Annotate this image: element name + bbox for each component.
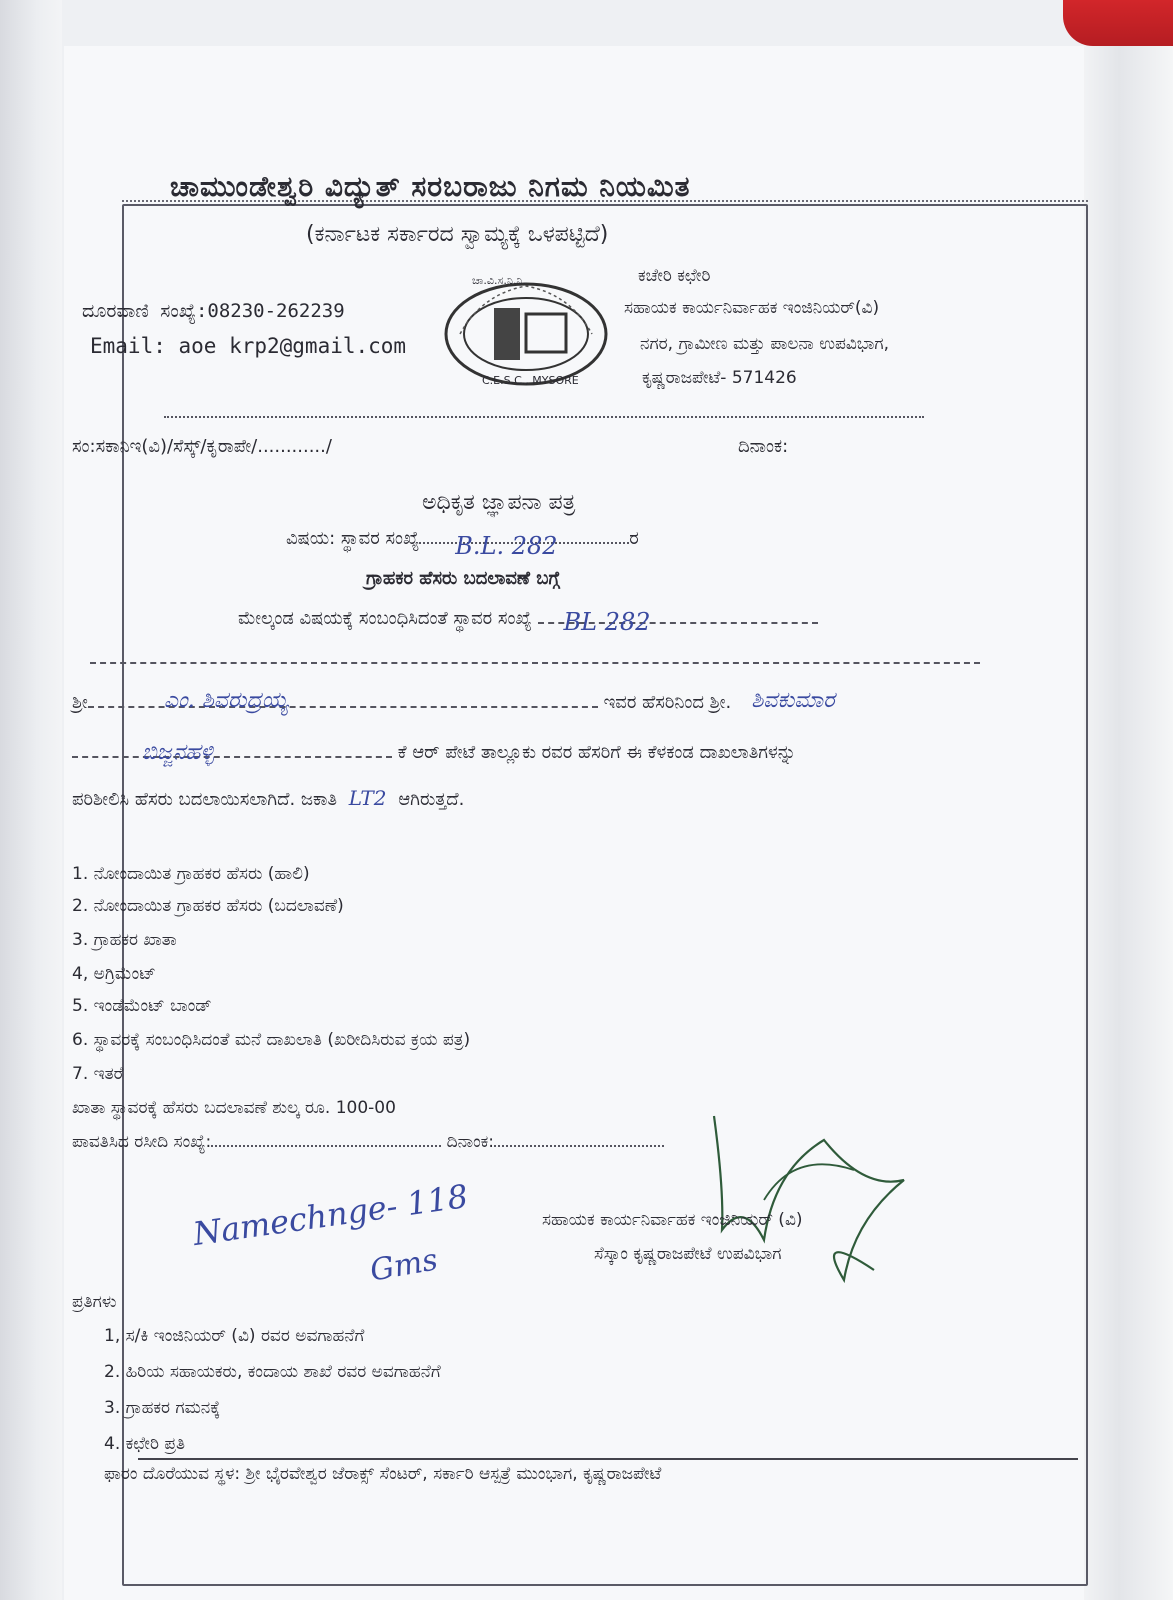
handwritten-note-line-2: Gms — [367, 1242, 441, 1289]
doc-item-3: 3. ಗ್ರಾಹಕರ ಖಾತಾ — [72, 930, 177, 950]
office-line-3: ನಗರ, ಗ್ರಾಮೀಣ ಮತ್ತು ಪಾಲನಾ ಉಪವಿಭಾಗ, — [640, 334, 890, 354]
copy-item-2: 2. ಹಿರಿಯ ಸಹಾಯಕರು, ಕಂದಾಯ ಶಾಖೆ ರವರ ಅವಗಾಹನೆಗೆ — [104, 1362, 441, 1382]
new-consumer-name: ಶಿವಕುಮಾರ — [751, 688, 835, 713]
office-line-1: ಕಚೇರಿ ಕಛೇರಿ — [638, 266, 711, 286]
signatory-office: ಸೆಸ್ಕಾಂ ಕೃಷ್ಣರಾಜಪೇಟೆ ಉಪವಿಭಾಗ — [594, 1244, 782, 1264]
verification-line: ಪರಿಶೀಲಿಸಿ ಹೆಸರು ಬದಲಾಯಿಸಲಾಗಿದೆ. ಜಕಾತಿ LT2 ಆಗಿರುತ್ತದೆ. — [72, 786, 465, 810]
doc-item-4: 4, ಅಗ್ರಿಮೆಂಟ್ — [72, 964, 156, 984]
name-transfer-line: ಶ್ರೀ ಎಂ. ಶಿವರುದ್ರಯ್ಯ ಇವರ ಹೆಸರಿನಿಂದ ಶ್ರೀ. ಶಿವಕುಮಾರ — [72, 688, 835, 713]
org-subtitle: (ಕರ್ನಾಟಕ ಸರ್ಕಾರದ ಸ್ವಾಮ್ಯಕ್ಕೆ ಒಳಪಟ್ಟಿದೆ) — [306, 222, 609, 247]
phone-number: ದೂರವಾಣಿ ಸಂಖ್ಯೆ:08230-262239 — [82, 300, 345, 322]
doc-item-1: 1. ನೋಂದಾಯಿತ ಗ್ರಾಹಕರ ಹೆಸರು (ಹಾಲಿ) — [72, 864, 310, 884]
office-line-2: ಸಹಾಯಕ ಕಾರ್ಯನಿರ್ವಾಹಕ ಇಂಜಿನಿಯರ್(ವಿ) — [624, 298, 880, 318]
reference-number: ಸಂ:ಸಕಾನಿಇ(ವಿ)/ಸೆಸ್ಕ್/ಕೃರಾಪೇ/............/ — [72, 436, 332, 457]
memo-heading: ಅಧಿಕೃತ ಜ್ಞಾಪನಾ ಪತ್ರ — [422, 490, 576, 515]
fee-line: ಖಾತಾ ಸ್ಥಾವರಕ್ಕೆ ಹೆಸರು ಬದಲಾವಣೆ ಶುಲ್ಕ ರೂ. 100-00 — [72, 1098, 396, 1118]
stacked-pages-right — [1083, 0, 1173, 1600]
email-address: Email: aoe krp2@gmail.com — [90, 334, 407, 358]
copy-item-3: 3. ಗ್ರಾಹಕರ ಗಮನಕ್ಕೆ — [104, 1398, 221, 1418]
taluk-line: ಬಿಜ್ಜನಹಳ್ಳಿ ಕೆ ಆರ್ ಪೇಟೆ ತಾಲ್ಲೂಕು ರವರ ಹೆಸರಿಗೆ ಈ ಕೆಳಕಂಡ ದಾಖಲಾತಿಗಳನ್ನು — [72, 742, 796, 763]
doc-item-6: 6. ಸ್ಥಾವರಕ್ಕೆ ಸಂಬಂಧಿಸಿದಂತೆ ಮನೆ ದಾಖಲಾತಿ (ಖರೀದಿಸಿರುವ ಕ್ರಯ ಪತ್ರ) — [72, 1030, 471, 1050]
red-folder-tab — [1063, 0, 1173, 46]
handwritten-note-line-1: Namechnge- 118 — [190, 1176, 471, 1254]
tariff-value: LT2 — [348, 786, 387, 810]
signatory-title: ಸಹಾಯಕ ಕಾರ್ಯನಿರ್ವಾಹಕ ಇಂಜಿನಿಯರ್ (ವಿ) — [542, 1210, 803, 1230]
footer-form-location: ಫಾರಂ ದೊರೆಯುವ ಸ್ಥಳ: ಶ್ರೀ ಭೈರವೇಶ್ವರ ಜೆರಾಕ್ಸ್ ಸೆಂಟರ್, ಸರ್ಕಾರಿ ಆಸ್ಪತ್ರೆ ಮುಂಭಾಗ, ಕೃಷ್ಣರಾಜಪೇಟೆ — [104, 1464, 662, 1484]
document-paper — [64, 46, 1084, 1600]
doc-item-2: 2. ನೋಂದಾಯಿತ ಗ್ರಾಹಕರ ಹೆಸರು (ಬದಲಾವಣೆ) — [72, 896, 344, 916]
office-line-4: ಕೃಷ್ಣರಾಜಪೇಟೆ- 571426 — [642, 368, 797, 388]
org-name: ಚಾಮುಂಡೇಶ್ವರಿ ವಿದ್ಯುತ್ ಸರಬರಾಜು ನಿಗಮ ನಿಯಮಿತ — [170, 170, 691, 203]
logo-text-top: ಚಾ.ವಿ.ಸ.ನಿ.ನಿ. — [472, 274, 527, 287]
receipt-line: ಪಾವತಿಸಿದ ರಸೀದಿ ಸಂಖ್ಯೆ: ದಿನಾಂಕ: — [72, 1132, 664, 1152]
binder-edge-left — [0, 0, 62, 1600]
logo-text-bottom: C.E.S.C., MYSORE — [482, 374, 579, 387]
intro-paragraph: ಮೇಲ್ಕಂಡ ವಿಷಯಕ್ಕೆ ಸಂಬಂಧಿಸಿದಂತೆ ಸ್ಥಾವರ ಸಂಖ್ಯೆ BL 282 — [238, 608, 818, 629]
date-label: ದಿನಾಂಕ: — [738, 436, 789, 457]
doc-item-7: 7. ಇತರೆ — [72, 1064, 124, 1084]
old-consumer-name: ಎಂ. ಶಿವರುದ್ರಯ್ಯ — [163, 688, 289, 713]
subject-line: ವಿಷಯ: ಸ್ಥಾವರ ಸಂಖ್ಯೆ B.L. 282 ರ — [286, 528, 639, 560]
subject-installation-no: B.L. 282 — [455, 532, 558, 560]
new-consumer-village: ಬಿಜ್ಜನಹಳ್ಳಿ — [142, 740, 214, 765]
subject-line-2: ಗ್ರಾಹಕರ ಹೆಸರು ಬದಲಾವಣೆ ಬಗ್ಗೆ — [366, 568, 560, 589]
doc-item-5: 5. ಇಂಡೆಮೆಂಟ್ ಬಾಂಡ್ — [72, 996, 212, 1016]
copies-label: ಪ್ರತಿಗಳು — [72, 1292, 117, 1312]
cesc-logo — [442, 274, 610, 392]
intro-installation-no: BL 282 — [563, 608, 651, 636]
copy-item-1: 1, ಸ/ಕಿ ಇಂಜಿನಿಯರ್ (ವಿ) ರವರ ಅವಗಾಹನೆಗೆ — [104, 1326, 365, 1346]
copy-item-4: 4. ಕಛೇರಿ ಪ್ರತಿ — [104, 1434, 185, 1454]
